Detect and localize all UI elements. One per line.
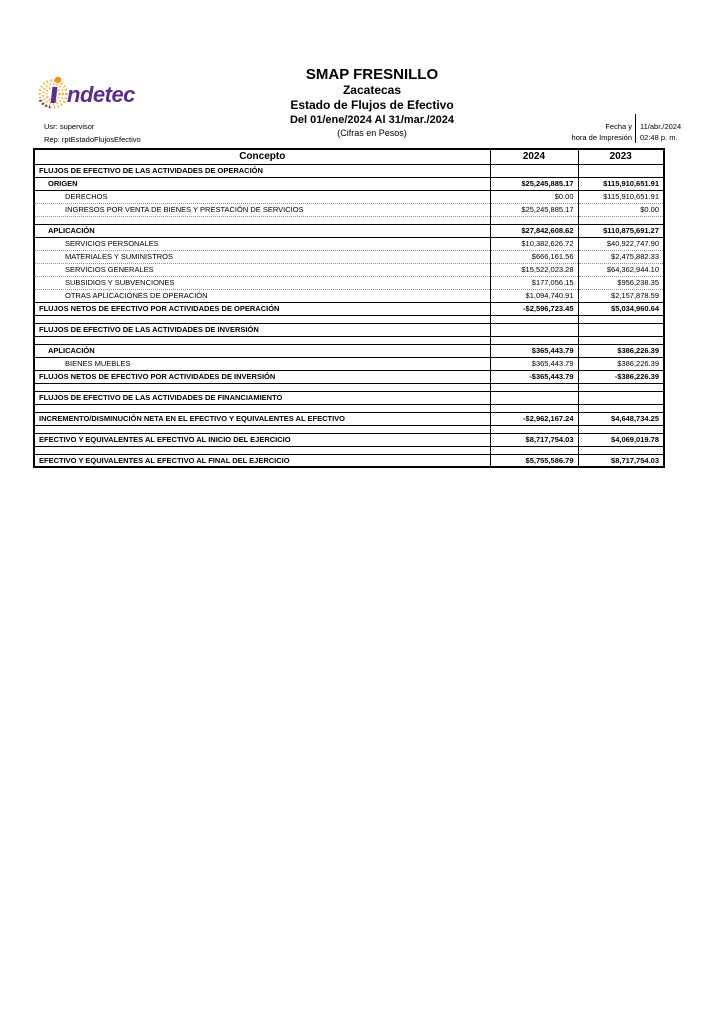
table-row [34,289,664,302]
value-2024-cell: $10,382,626.72 [490,237,578,250]
value-2023-cell: $2,157,878.59 [578,289,664,302]
value-2024-cell: $8,717,754.03 [490,433,578,446]
spacer-row [34,315,664,323]
concept-cell [34,383,490,391]
value-2023-cell [578,391,664,404]
table-row [34,454,664,467]
concept-cell [34,315,490,323]
table-row [34,344,664,357]
table-row [34,357,664,370]
value-2024-cell: $25,245,885.17 [490,177,578,190]
print-time: 02:48 p. m. [640,133,678,142]
value-2023-cell: $386,226.39 [578,357,664,370]
report-title: Estado de Flujos de Efectivo [290,98,454,112]
report-units: (Cifras en Pesos) [337,128,407,138]
table-row [34,203,664,216]
concept-cell: ORIGEN [34,177,490,190]
cash-flow-table-body [34,164,664,467]
concept-cell: MATERIALES Y SUMINISTROS [34,250,490,263]
value-2023-cell: $115,910,651.91 [578,177,664,190]
concept-cell: APLICACIÓN [34,344,490,357]
concept-cell: APLICACIÓN [34,224,490,237]
concept-cell [34,336,490,344]
value-2023-cell: -$386,226.39 [578,370,664,383]
concept-cell [34,425,490,433]
concept-cell: FLUJOS NETOS DE EFECTIVO POR ACTIVIDADES DE INVERSIÓN [34,370,490,383]
value-2023-cell [578,336,664,344]
value-2023-cell: $2,475,882.33 [578,250,664,263]
value-2023-cell [578,164,664,177]
value-2024-cell: -$2,596,723.45 [490,302,578,315]
value-2023-cell: $386,226.39 [578,344,664,357]
concept-cell: FLUJOS DE EFECTIVO DE LAS ACTIVIDADES DE FINANCIAMIENTO [34,391,490,404]
column-header-2023: 2023 [578,149,664,164]
value-2024-cell: $5,755,586.79 [490,454,578,467]
value-2024-cell: $0.00 [490,190,578,203]
table-row [34,370,664,383]
value-2023-cell [578,315,664,323]
value-2024-cell: $27,842,608.62 [490,224,578,237]
table-row [34,237,664,250]
column-header-2024: 2024 [490,149,578,164]
table-row [34,263,664,276]
concept-cell: FLUJOS NETOS DE EFECTIVO POR ACTIVIDADES DE OPERACIÓN [34,302,490,315]
value-2024-cell: -$2,962,167.24 [490,412,578,425]
concept-cell: EFECTIVO Y EQUIVALENTES AL EFECTIVO AL FINAL DEL EJERCICIO [34,454,490,467]
table-header-row [34,149,664,164]
spacer-row [34,216,664,224]
table-row [34,391,664,404]
indetec-logo-text: ndetec [67,82,135,107]
value-2023-cell: $0.00 [578,203,664,216]
concept-cell: SUBSIDIOS Y SUBVENCIONES [34,276,490,289]
cash-flow-table [33,148,665,468]
report-period: Del 01/ene/2024 Al 31/mar./2024 [289,114,455,126]
value-2023-cell: $5,034,960.64 [578,302,664,315]
table-row [34,302,664,315]
value-2024-cell: $1,094,740.91 [490,289,578,302]
value-2024-cell: $25,245,885.17 [490,203,578,216]
table-row [34,177,664,190]
value-2023-cell [578,383,664,391]
value-2024-cell [490,404,578,412]
value-2023-cell: $110,875,691.27 [578,224,664,237]
concept-cell: SERVICIOS GENERALES [34,263,490,276]
table-row [34,412,664,425]
value-2024-cell: $365,443.79 [490,357,578,370]
value-2024-cell [490,164,578,177]
value-2023-cell [578,446,664,454]
concept-cell: BIENES MUEBLES [34,357,490,370]
concept-cell [34,446,490,454]
concept-cell: FLUJOS DE EFECTIVO DE LAS ACTIVIDADES DE OPERACIÓN [34,164,490,177]
table-row [34,323,664,336]
concept-cell [34,404,490,412]
value-2023-cell [578,425,664,433]
value-2024-cell: $666,161.56 [490,250,578,263]
value-2024-cell: $177,056.15 [490,276,578,289]
indetec-logo [36,72,135,112]
value-2023-cell [578,404,664,412]
value-2024-cell [490,323,578,336]
spacer-row [34,404,664,412]
user-label: Usr: supervisor [44,122,95,131]
print-info-values [636,114,698,143]
concept-cell: EFECTIVO Y EQUIVALENTES AL EFECTIVO AL INICIO DEL EJERCICIO [34,433,490,446]
print-date: 11/abr./2024 [640,122,682,131]
value-2024-cell [490,446,578,454]
print-label-line2: hora de Impresión [571,133,632,142]
value-2024-cell [490,315,578,323]
concept-cell: OTRAS APLICACIONES DE OPERACIÓN [34,289,490,302]
value-2024-cell [490,336,578,344]
table-row [34,190,664,203]
value-2024-cell: -$365,443.79 [490,370,578,383]
spacer-row [34,446,664,454]
print-label-line1: Fecha y [605,122,632,131]
report-id-label: Rep: rptEstadoFlujosEfectivo [44,135,141,144]
value-2023-cell: $4,648,734.25 [578,412,664,425]
table-row [34,433,664,446]
table-row [34,276,664,289]
value-2023-cell: $4,069,019.78 [578,433,664,446]
concept-cell [34,216,490,224]
title-block [172,66,572,139]
table-row [34,164,664,177]
table-row [34,250,664,263]
print-info-labels [572,114,635,143]
value-2023-cell: $115,910,651.91 [578,190,664,203]
value-2023-cell: $40,922,747.90 [578,237,664,250]
spacer-row [34,383,664,391]
entity-state: Zacatecas [342,83,402,97]
concept-cell: DERECHOS [34,190,490,203]
value-2024-cell [490,383,578,391]
value-2023-cell [578,323,664,336]
value-2024-cell: $365,443.79 [490,344,578,357]
spacer-row [34,336,664,344]
value-2023-cell: $8,717,754.03 [578,454,664,467]
value-2024-cell [490,425,578,433]
value-2024-cell [490,391,578,404]
concept-cell: INCREMENTO/DISMINUCIÓN NETA EN EL EFECTIVO Y EQUIVALENTES AL EFECTIVO [34,412,490,425]
column-header-concepto: Concepto [34,149,490,164]
entity-name: SMAP FRESNILLO [305,66,439,83]
print-info-block [572,114,698,143]
value-2024-cell [490,216,578,224]
concept-cell: INGRESOS POR VENTA DE BIENES Y PRESTACIÓN DE SERVICIOS [34,203,490,216]
value-2023-cell: $64,362,944.10 [578,263,664,276]
value-2023-cell [578,216,664,224]
concept-cell: SERVICIOS PERSONALES [34,237,490,250]
concept-cell: FLUJOS DE EFECTIVO DE LAS ACTIVIDADES DE INVERSIÓN [34,323,490,336]
spacer-row [34,425,664,433]
value-2024-cell: $15,522,023.28 [490,263,578,276]
table-row [34,224,664,237]
value-2023-cell: $956,238.35 [578,276,664,289]
